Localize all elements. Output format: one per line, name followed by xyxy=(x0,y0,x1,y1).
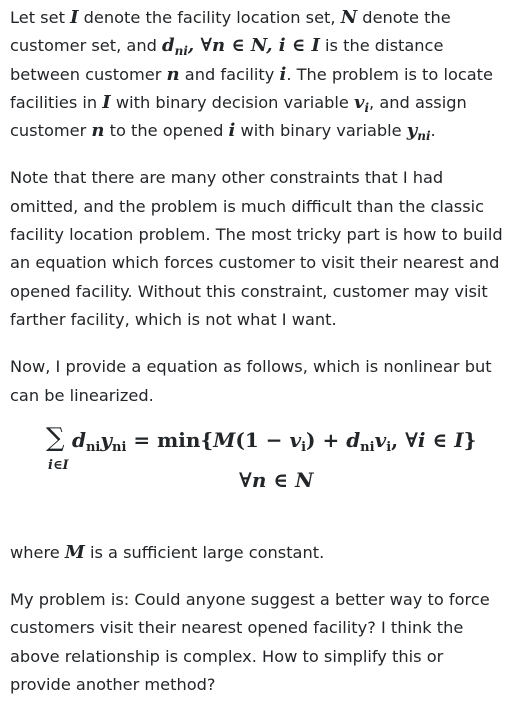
math-set-N: N xyxy=(340,7,358,28)
math-var-n: n xyxy=(166,63,180,85)
math-symbol: v xyxy=(289,427,302,452)
math-subscript: ni xyxy=(417,129,431,144)
math-subscript: ni xyxy=(174,44,188,59)
math-subscript: ni xyxy=(85,439,101,455)
math-symbol: d xyxy=(72,427,86,452)
math-fragment: ) + xyxy=(306,427,347,452)
math-symbol: d xyxy=(346,427,361,452)
paragraph-equation-intro: Now, I provide a equation as follows, which is nonlinear but can be linearized. xyxy=(10,357,492,405)
math-subscript: i xyxy=(364,100,370,115)
text-fragment: denote the customer set, and xyxy=(10,8,451,56)
math-symbol: y xyxy=(406,120,418,142)
math-set-I: I xyxy=(102,91,111,113)
math-fragment: ∈ xyxy=(425,427,455,452)
text-fragment: to the opened xyxy=(104,121,229,141)
math-var-i: i xyxy=(279,63,287,85)
math-fragment: , ∀ xyxy=(391,427,418,452)
text-fragment: Let set xyxy=(10,8,71,27)
text-fragment: is a sufficient large constant. xyxy=(84,542,325,562)
math-symbol: v xyxy=(354,91,365,113)
paragraph-problem-definition xyxy=(10,4,504,145)
equation-expression xyxy=(72,424,476,454)
math-constant-M: M xyxy=(64,541,85,563)
math-symbol: M xyxy=(213,427,236,452)
summation xyxy=(46,422,72,473)
text-fragment: , and assign customer xyxy=(10,92,467,141)
text-fragment: with binary variable xyxy=(235,121,407,141)
equation-forall-line xyxy=(239,466,313,494)
math-quantifier: , ∀n ∈ N, i ∈ I xyxy=(187,35,320,57)
math-symbol: N xyxy=(295,467,314,492)
math-var-i: i xyxy=(228,120,236,142)
math-symbol: v xyxy=(374,427,387,452)
math-symbol: I xyxy=(454,427,464,452)
paragraph-constraints-note: Note that there are many other constraints that I had omitted, and the problem is much difficult than the classic facility location problem. The most tricky part is how to build an equation which forces customer to visit their nearest and opened facility. Without this constraint, customer may visit farther facility, which is not what I want. xyxy=(10,168,503,329)
text-fragment: and facility xyxy=(179,64,280,84)
math-var-n: n xyxy=(91,120,105,142)
math-fragment: } xyxy=(463,427,477,452)
paragraph-question: My problem is: Could anyone suggest a better way to force customers visit their nearest opened facility? I think the above relationship is complex. How to simplify this or provide another method? xyxy=(10,590,490,695)
equation-main-line xyxy=(46,422,477,473)
math-symbol: y xyxy=(100,427,112,452)
math-symbol: d xyxy=(162,35,175,57)
math-subscript: i xyxy=(386,439,392,455)
display-equation xyxy=(10,414,504,539)
math-subscript: ni xyxy=(360,439,375,455)
math-min: min{ xyxy=(157,427,214,452)
summation-symbol: ∑ xyxy=(46,422,65,453)
text-fragment: where xyxy=(10,542,65,562)
math-symbol: i xyxy=(417,427,426,452)
text-fragment: . The problem is to locate facilities in xyxy=(10,64,493,112)
math-var-y xyxy=(406,120,431,144)
paragraph-constant-note xyxy=(10,539,504,567)
text-fragment: denote the facility location set, xyxy=(78,8,341,27)
math-fragment: ∈ xyxy=(266,467,296,492)
math-subscript: i xyxy=(301,439,307,455)
math-fragment: (1 − xyxy=(235,427,290,452)
math-set-I: I xyxy=(70,7,79,28)
math-distance xyxy=(162,35,188,59)
text-fragment: is the distance between customer xyxy=(10,36,444,84)
math-var-v xyxy=(354,92,369,113)
summation-subscript: i∈I xyxy=(48,457,69,473)
math-symbol: n xyxy=(251,467,267,492)
text-fragment: . xyxy=(430,121,436,141)
math-subscript: ni xyxy=(112,439,127,455)
text-fragment: with binary decision variable xyxy=(110,92,355,112)
math-equals: = xyxy=(126,427,158,452)
math-forall: ∀ xyxy=(239,467,252,492)
